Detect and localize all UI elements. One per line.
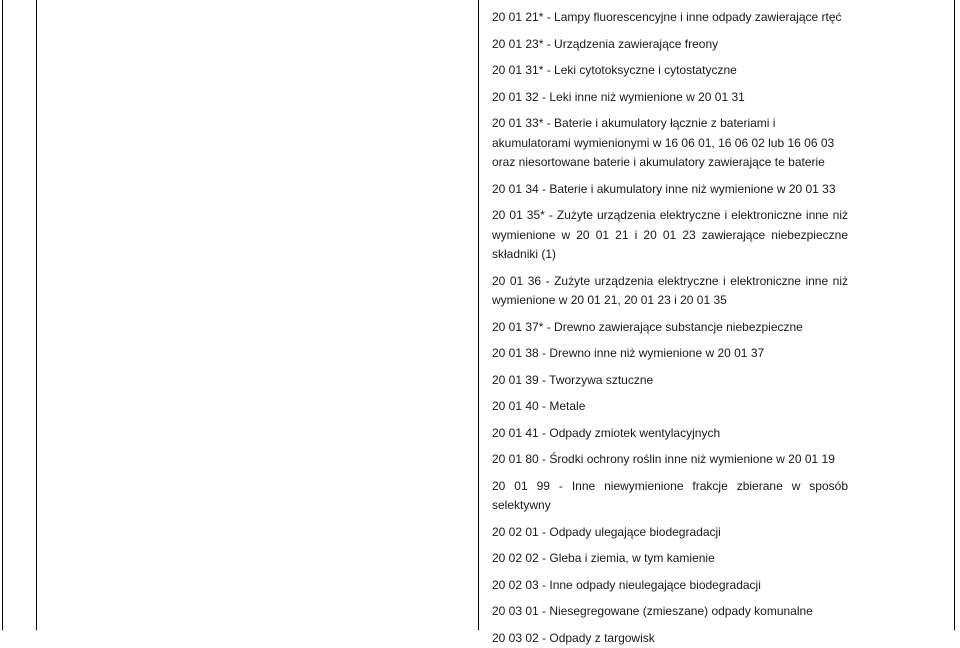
waste-code-entry: 20 02 02 - Gleba i ziemia, w tym kamienie (492, 549, 848, 569)
waste-code-entry: 20 01 23* - Urządzenia zawierające freony (492, 35, 848, 55)
waste-code-entry: 20 01 41 - Odpady zmiotek wentylacyjnych (492, 424, 848, 444)
waste-code-entry: 20 01 37* - Drewno zawierające substancje niebezpieczne (492, 318, 848, 338)
waste-code-entry: 20 01 32 - Leki inne niż wymienione w 20 01 31 (492, 88, 848, 108)
table-border-right (954, 0, 955, 630)
waste-code-entry: 20 01 80 - Środki ochrony roślin inne niż wymienione w 20 01 19 (492, 450, 848, 470)
waste-code-entry: 20 01 34 - Baterie i akumulatory inne niż wymienione w 20 01 33 (492, 180, 848, 200)
waste-code-entry: 20 01 40 - Metale (492, 397, 848, 417)
table-column-divider-1 (36, 0, 37, 630)
waste-code-entry: 20 03 01 - Niesegregowane (zmieszane) odpady komunalne (492, 602, 848, 622)
waste-code-entry: 20 01 99 - Inne niewymienione frakcje zbierane w sposób selektywny (492, 477, 848, 516)
waste-code-entry: 20 01 31* - Leki cytotoksyczne i cytostatyczne (492, 61, 848, 81)
waste-code-entry: 20 02 01 - Odpady ulegające biodegradacji (492, 523, 848, 543)
waste-code-entry: 20 01 39 - Tworzywa sztuczne (492, 371, 848, 391)
table-border-left (2, 0, 3, 630)
waste-code-entry: 20 01 35* - Zużyte urządzenia elektryczne i elektroniczne inne niż wymienione w 20 01 21 i 20 01 23 zawierające niebezpieczne składniki (1) (492, 206, 848, 265)
waste-code-entry: 20 03 02 - Odpady z targowisk (492, 629, 848, 648)
waste-code-entry: 20 01 21* - Lampy fluorescencyjne i inne odpady zawierające rtęć (492, 8, 848, 28)
waste-code-entry: 20 01 33* - Baterie i akumulatory łącznie z bateriami i akumulatorami wymienionymi w 16 06 01, 16 06 02 lub 16 06 03 oraz niesortowane baterie i akumulatory zawierające te baterie (492, 114, 848, 173)
waste-code-entry: 20 01 36 - Zużyte urządzenia elektryczne i elektroniczne inne niż wymienione w 20 01 21, 20 01 23 i 20 01 35 (492, 272, 848, 311)
waste-code-list (492, 8, 848, 648)
waste-code-entry: 20 01 38 - Drewno inne niż wymienione w 20 01 37 (492, 344, 848, 364)
waste-code-entry: 20 02 03 - Inne odpady nieulegające biodegradacji (492, 576, 848, 596)
table-column-divider-2 (478, 0, 479, 630)
